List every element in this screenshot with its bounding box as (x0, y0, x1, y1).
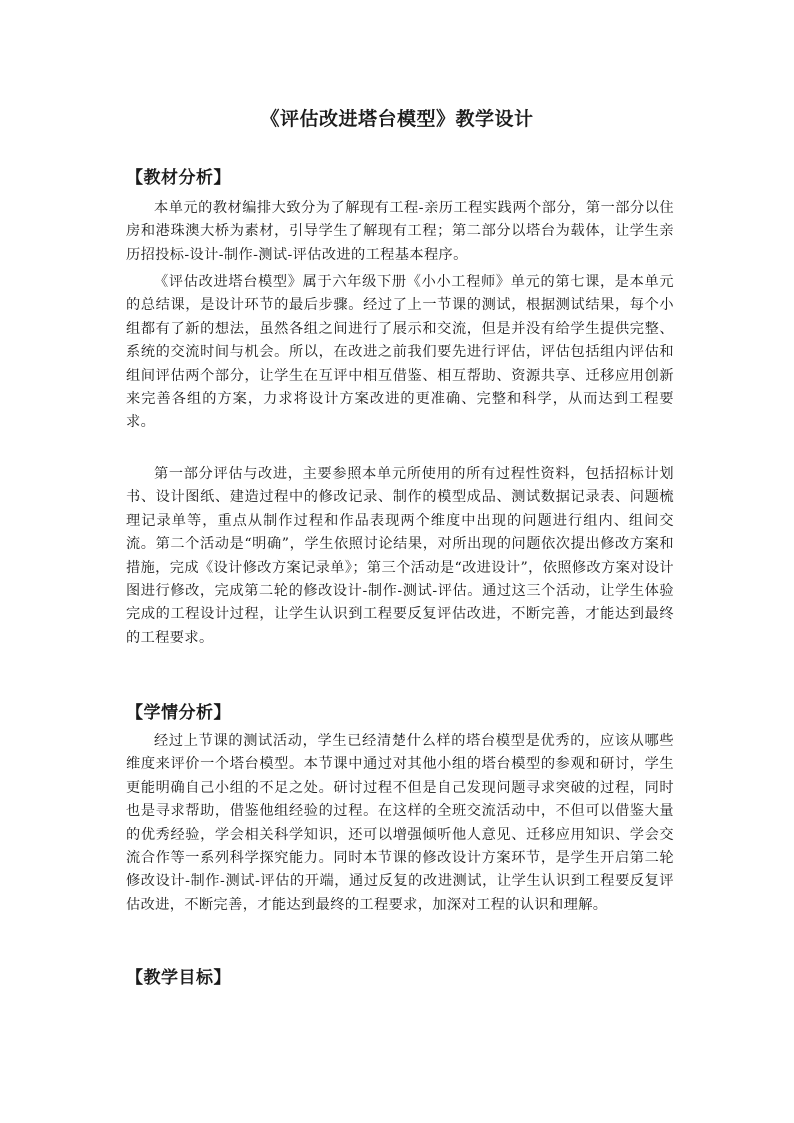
materials-paragraph: 本单元的教材编排大致分为了解现有工程-亲历工程实践两个部分，第一部分以住房和港珠澳大桥为素材，引导学生了解现有工程；第二部分以塔台为载体，让学生亲历招投标-设计-制作-测试-评估改进的工程基本程序。 (126, 200, 674, 263)
materials-paragraph: 第一部分评估与改进，主要参照本单元所使用的所有过程性资料，包括招标计划书、设计图纸、建造过程中的修改记录、制作的模型成品、测试数据记录表、问题梳理记录单等，重点从制作过程和作品表现两个维度中出现的问题进行组内、组间交流。第二个活动是“明确”，学生依照讨论结果，对所出现的问题依次提出修改方案和措施，完成《设计修改方案记录单》；第三个活动是“改进设计”，依照修改方案对设计图进行修改，完成第二轮的修改设计-制作-测试-评估。通过这三个活动，让学生体验完成的工程设计过程，让学生认识到工程要反复评估改进，不断完善，才能达到最终的工程要求。 (126, 466, 674, 646)
section-heading-goals: 【教学目标】 (126, 968, 231, 988)
section-heading-students: 【学情分析】 (126, 703, 231, 723)
students-paragraph: 经过上节课的测试活动，学生已经清楚什么样的塔台模型是优秀的，应该从哪些维度来评价一个塔台模型。本节课中通过对其他小组的塔台模型的参观和研讨，学生更能明确自己小组的不足之处。研讨过程不但是自己发现问题寻求突破的过程，同时也是寻求帮助，借鉴他组经验的过程。在这样的全班交流活动中，不但可以借鉴大量的优秀经验，学会相关科学知识，还可以增强倾听他人意见、迁移应用知识、学会交流合作等一系列科学探究能力。同时本节课的修改设计方案环节，是学生开启第二轮修改设计-制作-测试-评估的开端，通过反复的改进测试，让学生认识到工程要反复评估改进，不断完善，才能达到最终的工程要求，加深对工程的认识和理解。 (126, 733, 674, 913)
document-title: 《评估改进塔台模型》教学设计 (260, 108, 534, 130)
materials-paragraph: 《评估改进塔台模型》属于六年级下册《小小工程师》单元的第七课，是本单元的总结课，是设计环节的最后步骤。经过了上一节课的测试，根据测试结果，每个小组都有了新的想法，虽然各组之间进行了展示和交流，但是并没有给学生提供完整、系统的交流时间与机会。所以，在改进之前我们要先进行评估，评估包括组内评估和组间评估两个部分，让学生在互评中相互借鉴、相互帮助、资源共享、迁移应用创新来完善各组的方案，力求将设计方案改进的更准确、完整和科学，从而达到工程要求。 (126, 274, 674, 431)
section-heading-materials: 【教材分析】 (126, 168, 231, 188)
